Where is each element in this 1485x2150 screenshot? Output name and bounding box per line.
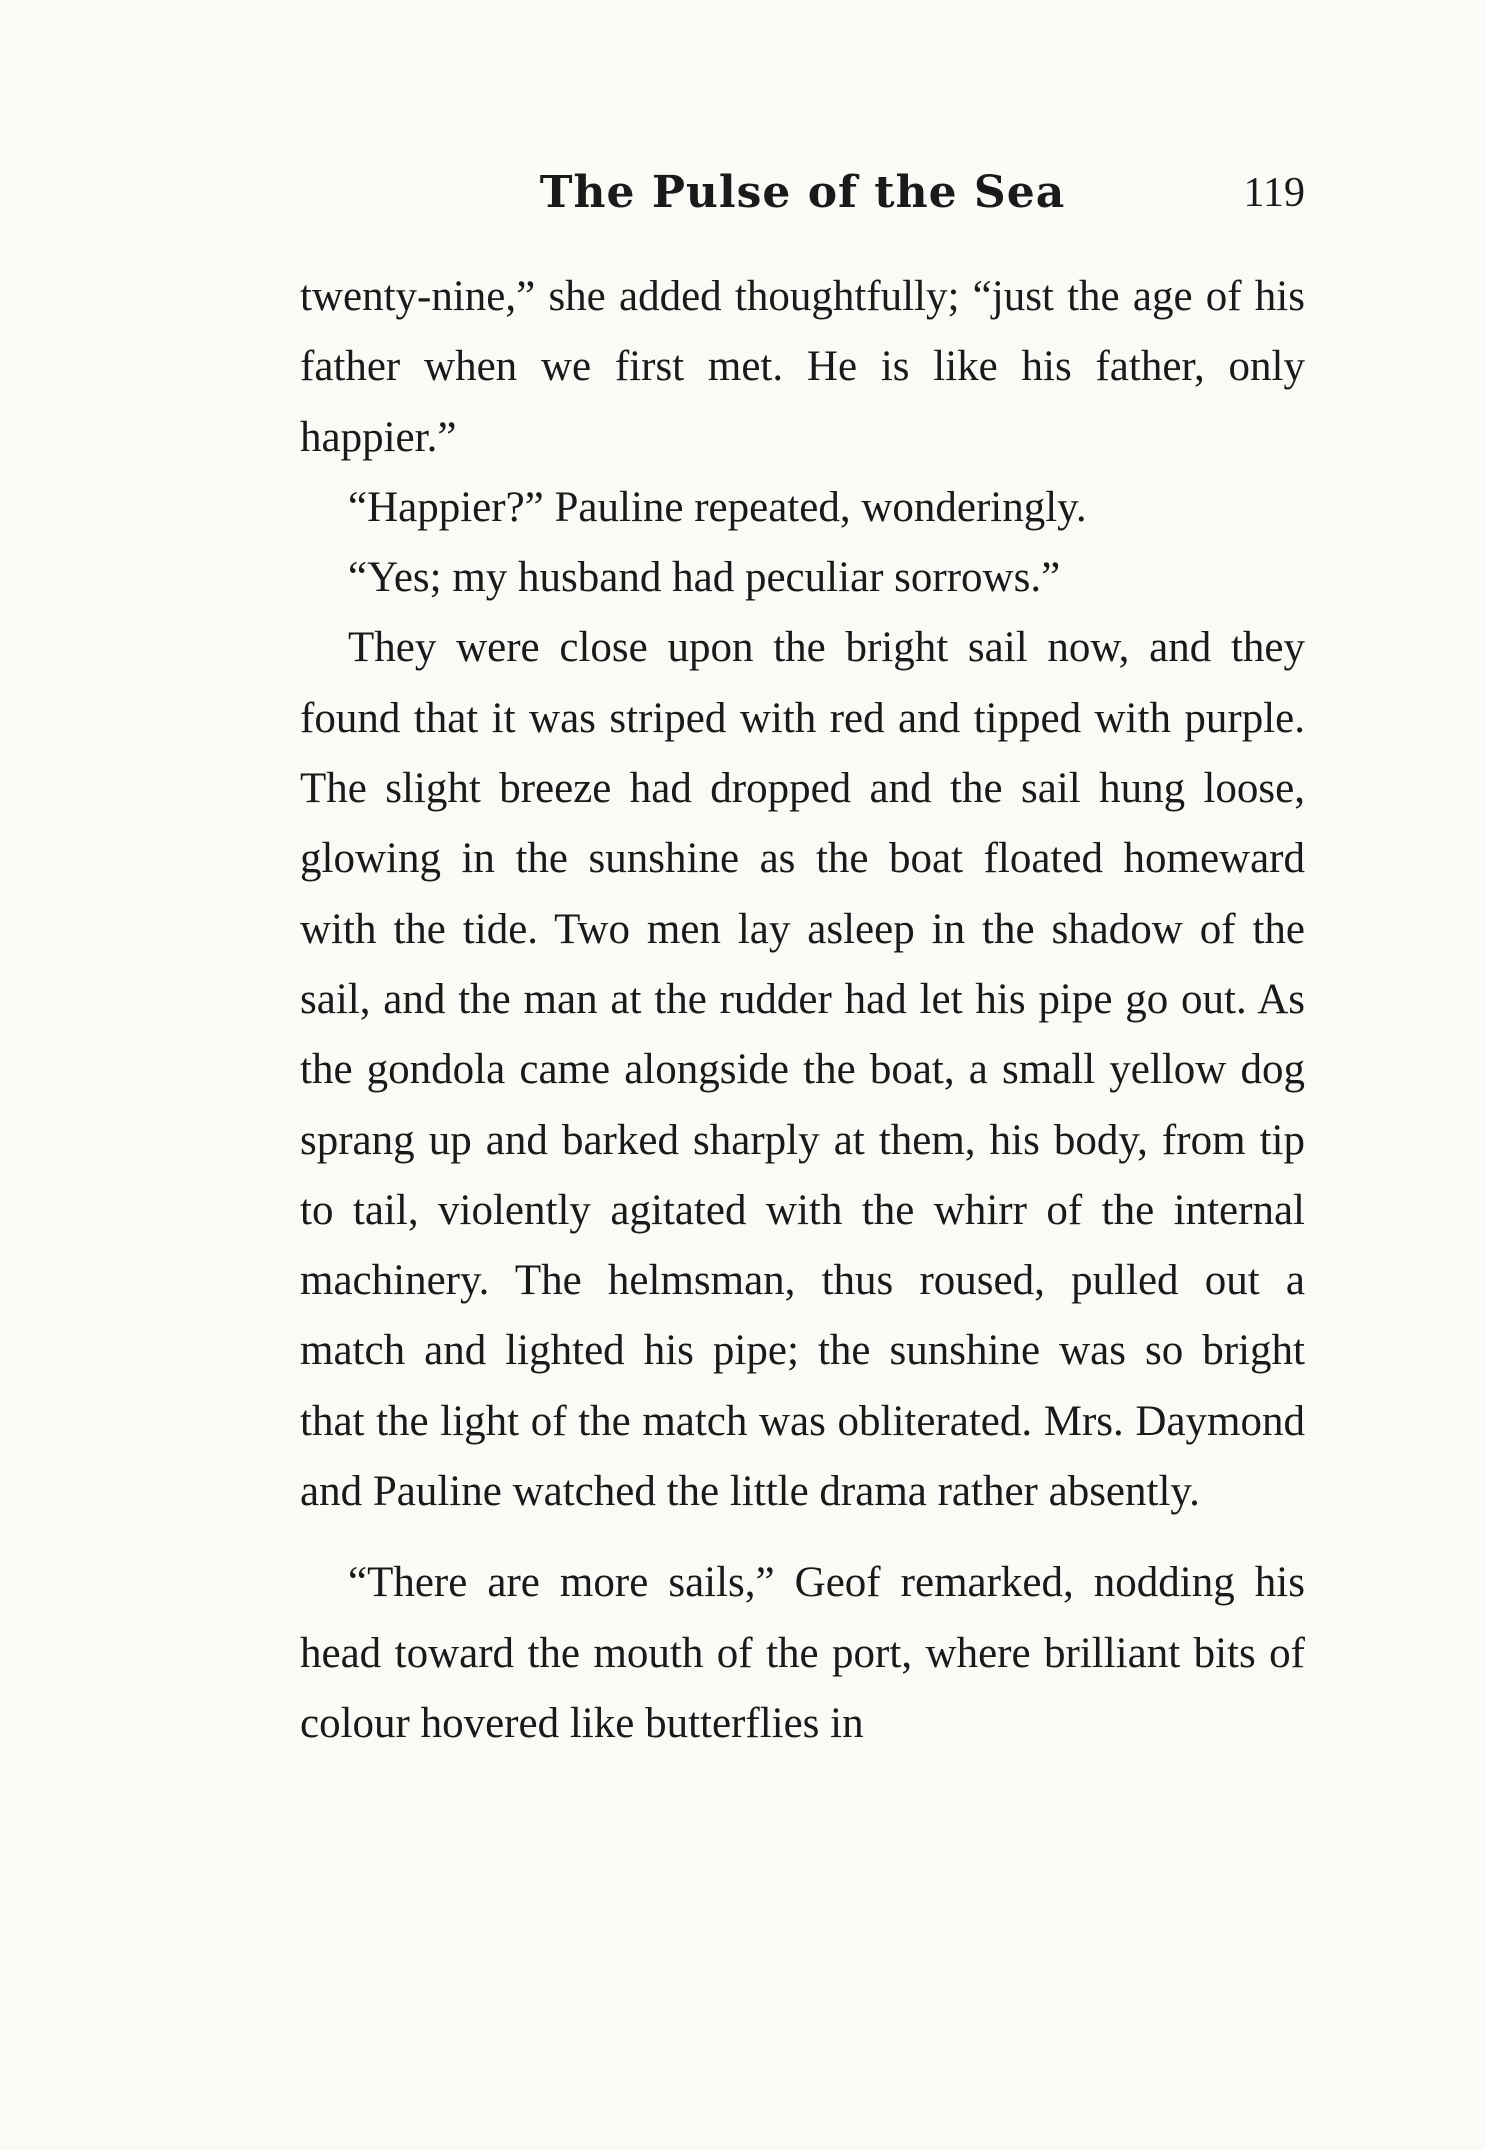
running-title: The Pulse of the Sea: [539, 167, 1066, 218]
paragraph-dialogue-sorrows: “Yes; my husband had peculiar sorrows.”: [348, 554, 1061, 602]
paragraph-dialogue-happier: “Happier?” Pauline repeated, wonderingly.: [348, 483, 1087, 531]
page-number: 119: [1243, 170, 1305, 216]
paragraph-continuation: twenty-nine,” she added thoughtfully; “just the age of his father when we first met. He is like his father, only happier.”: [300, 273, 1305, 461]
paragraph-geof-remark: “There are more sails,” Geof remarked, nodding his head toward the mouth of the port, where brilliant bits of colour hovered like butterflies in: [300, 1559, 1305, 1747]
running-head: [300, 158, 1305, 228]
body-text: [300, 262, 1305, 1759]
paragraph-sail-description: They were close upon the bright sail now, and they found that it was striped with red and tipped with purple. The slight breeze had dropped and the sail hung loose, glowing in the sunshine as the boat floated homeward with the tide. Two men lay asleep in the shadow of the sail, and the man at the rudder had let his pipe go out. As the gondola came alongside the boat, a small yellow dog sprang up and barked sharply at them, his body, from tip to tail, violently agitated with the whirr of the internal machinery. The helmsman, thus roused, pulled out a match and lighted his pipe; the sunshine was so bright that the light of the match was obliterated. Mrs. Daymond and Pauline watched the little drama rather absently.: [300, 624, 1305, 1516]
